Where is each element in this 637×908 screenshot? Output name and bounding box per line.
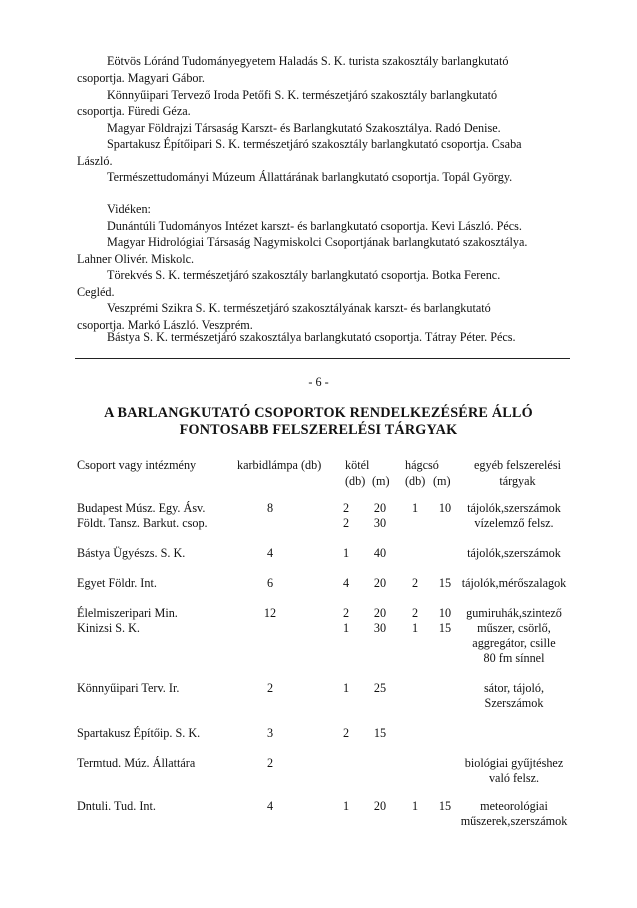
table-cell-rope-db: 1 <box>342 546 350 560</box>
paragraph-line: Bástya S. K. természetjáró szakosztálya barlangkutató csoportja. Tátray Péter. Pécs. <box>107 330 516 344</box>
paragraph-line: Cegléd. <box>77 285 115 299</box>
table-cell-rope-m: 20 <box>373 501 387 515</box>
table-cell-other: való felsz. <box>488 771 540 785</box>
column-header-group: Csoport vagy intézmény <box>77 458 197 472</box>
table-cell-ladder-m: 15 <box>438 576 452 590</box>
table-cell-rope-db: 2 <box>342 516 350 530</box>
column-header-other: egyéb felszerelési <box>474 458 561 472</box>
table-cell-other: vízelemző felsz. <box>474 516 554 530</box>
table-cell-rope-db: 1 <box>342 799 350 813</box>
column-header-other-2: tárgyak <box>499 474 536 488</box>
paragraph-line: Lahner Olivér. Miskolc. <box>77 252 195 266</box>
table-cell-other: meteorológiai <box>480 799 548 813</box>
table-cell-lamp: 2 <box>266 756 274 770</box>
table-cell-other: tájolók,mérőszalagok <box>461 576 567 590</box>
table-cell-rope-m: 20 <box>373 606 387 620</box>
column-header-rope-m: (m) <box>372 474 390 488</box>
table-cell-rope-db: 4 <box>342 576 350 590</box>
table-cell-ladder-m: 10 <box>438 501 452 515</box>
column-header-ladder-m: (m) <box>433 474 451 488</box>
table-cell-lamp: 2 <box>266 681 274 695</box>
column-header-rope: kötél <box>345 458 370 472</box>
table-cell-lamp: 4 <box>266 546 274 560</box>
table-cell-other: műszer, csörlő, <box>477 621 551 635</box>
paragraph-line: Magyar Hidrológiai Társaság Nagymiskolci Csoportjának barlangkutató szakosztálya. <box>107 235 528 249</box>
table-cell-rope-m: 30 <box>373 516 387 530</box>
table-cell-ladder-db: 2 <box>411 606 419 620</box>
table-cell-other: tájolók,szerszámok <box>467 501 561 515</box>
table-cell-ladder-m: 10 <box>438 606 452 620</box>
table-cell-lamp: 12 <box>263 606 277 620</box>
table-cell-other: tájolók,szerszámok <box>467 546 561 560</box>
table-cell-other: Szerszámok <box>484 696 544 710</box>
paragraph-line: László. <box>77 154 113 168</box>
paragraph-line: csoportja. Markó László. Veszprém. <box>77 318 253 332</box>
table-cell-rope-db: 2 <box>342 726 350 740</box>
paragraph-line: Törekvés S. K. természetjáró szakosztály barlangkutató csoportja. Botka Ferenc. <box>107 268 501 282</box>
paragraph-line: Eötvös Lóránd Tudományegyetem Haladás S. K. turista szakosztály barlangkutató <box>107 54 509 68</box>
table-cell-ladder-m: 15 <box>438 799 452 813</box>
paragraph-line: Spartakusz Építőipari S. K. természetjáró szakosztály barlangkutató csoportja. Csaba <box>107 137 522 151</box>
paragraph-line: Magyar Földrajzi Társaság Karszt- és Barlangkutató Szakosztálya. Radó Denise. <box>107 121 501 135</box>
column-header-ladder: hágcsó <box>405 458 439 472</box>
table-cell-rope-m: 25 <box>373 681 387 695</box>
table-cell-other: sátor, tájoló, <box>483 681 545 695</box>
table-cell-lamp: 6 <box>266 576 274 590</box>
table-cell-rope-db: 2 <box>342 501 350 515</box>
table-cell-other: biológiai gyűjtéshez <box>464 756 564 770</box>
table-cell-rope-m: 40 <box>373 546 387 560</box>
paragraph-line: csoportja. Füredi Géza. <box>77 104 191 118</box>
table-cell-rope-m: 30 <box>373 621 387 635</box>
table-cell-rope-m: 20 <box>373 799 387 813</box>
horizontal-rule <box>75 358 570 359</box>
table-row-name: Budapest Músz. Egy. Ásv. <box>77 501 206 515</box>
table-cell-rope-db: 2 <box>342 606 350 620</box>
page-number: - 6 - <box>308 375 329 389</box>
column-header-ladder-db: (db) <box>405 474 426 488</box>
table-cell-ladder-db: 1 <box>411 799 419 813</box>
table-row-name: Könnyűipari Terv. Ir. <box>77 681 180 695</box>
column-header-rope-db: (db) <box>345 474 366 488</box>
table-cell-rope-m: 15 <box>373 726 387 740</box>
table-row-name: Egyet Földr. Int. <box>77 576 157 590</box>
table-cell-other: gumiruhák,szintező <box>466 606 562 620</box>
table-row-name: Dntuli. Tud. Int. <box>77 799 156 813</box>
column-header-lamp: karbidlámpa (db) <box>237 458 322 472</box>
table-cell-other: műszerek,szerszámok <box>460 814 568 828</box>
table-cell-ladder-m: 15 <box>438 621 452 635</box>
table-cell-lamp: 8 <box>266 501 274 515</box>
table-row-name: Termtud. Múz. Állattára <box>77 756 196 770</box>
section-title-line-2: FONTOSABB FELSZERELÉSI TÁRGYAK <box>179 422 458 438</box>
paragraph-line: Veszprémi Szikra S. K. természetjáró szakosztályának karszt- és barlangkutató <box>107 301 491 315</box>
table-cell-lamp: 4 <box>266 799 274 813</box>
table-cell-ladder-db: 2 <box>411 576 419 590</box>
table-cell-rope-db: 1 <box>342 681 350 695</box>
table-row-name: Bástya Ügyészs. S. K. <box>77 546 186 560</box>
paragraph-line: Dunántúli Tudományos Intézet karszt- és barlangkutató csoportja. Kevi László. Pécs. <box>107 219 522 233</box>
table-cell-rope-db: 1 <box>342 621 350 635</box>
table-row-name: Élelmiszeripari Min. <box>77 606 178 620</box>
section-title-line-1: A BARLANGKUTATÓ CSOPORTOK RENDELKEZÉSÉRE ÁLLÓ <box>104 405 533 421</box>
table-row-name: Spartakusz Építőip. S. K. <box>77 726 201 740</box>
table-cell-lamp: 3 <box>266 726 274 740</box>
table-cell-ladder-db: 1 <box>411 501 419 515</box>
table-cell-other: aggregátor, csille <box>472 636 556 650</box>
section-label-videken: Vidéken: <box>107 202 151 216</box>
table-row-name: Kinizsi S. K. <box>77 621 140 635</box>
table-cell-other: 80 fm sínnel <box>483 651 545 665</box>
paragraph-line: Természettudományi Múzeum Állattárának barlangkutató csoportja. Topál György. <box>107 170 513 184</box>
paragraph-line: Könnyűipari Tervező Iroda Petőfi S. K. természetjáró szakosztály barlangkutató <box>107 88 498 102</box>
table-cell-rope-m: 20 <box>373 576 387 590</box>
table-row-name: Földt. Tansz. Barkut. csop. <box>77 516 208 530</box>
paragraph-line: csoportja. Magyari Gábor. <box>77 71 205 85</box>
table-cell-ladder-db: 1 <box>411 621 419 635</box>
